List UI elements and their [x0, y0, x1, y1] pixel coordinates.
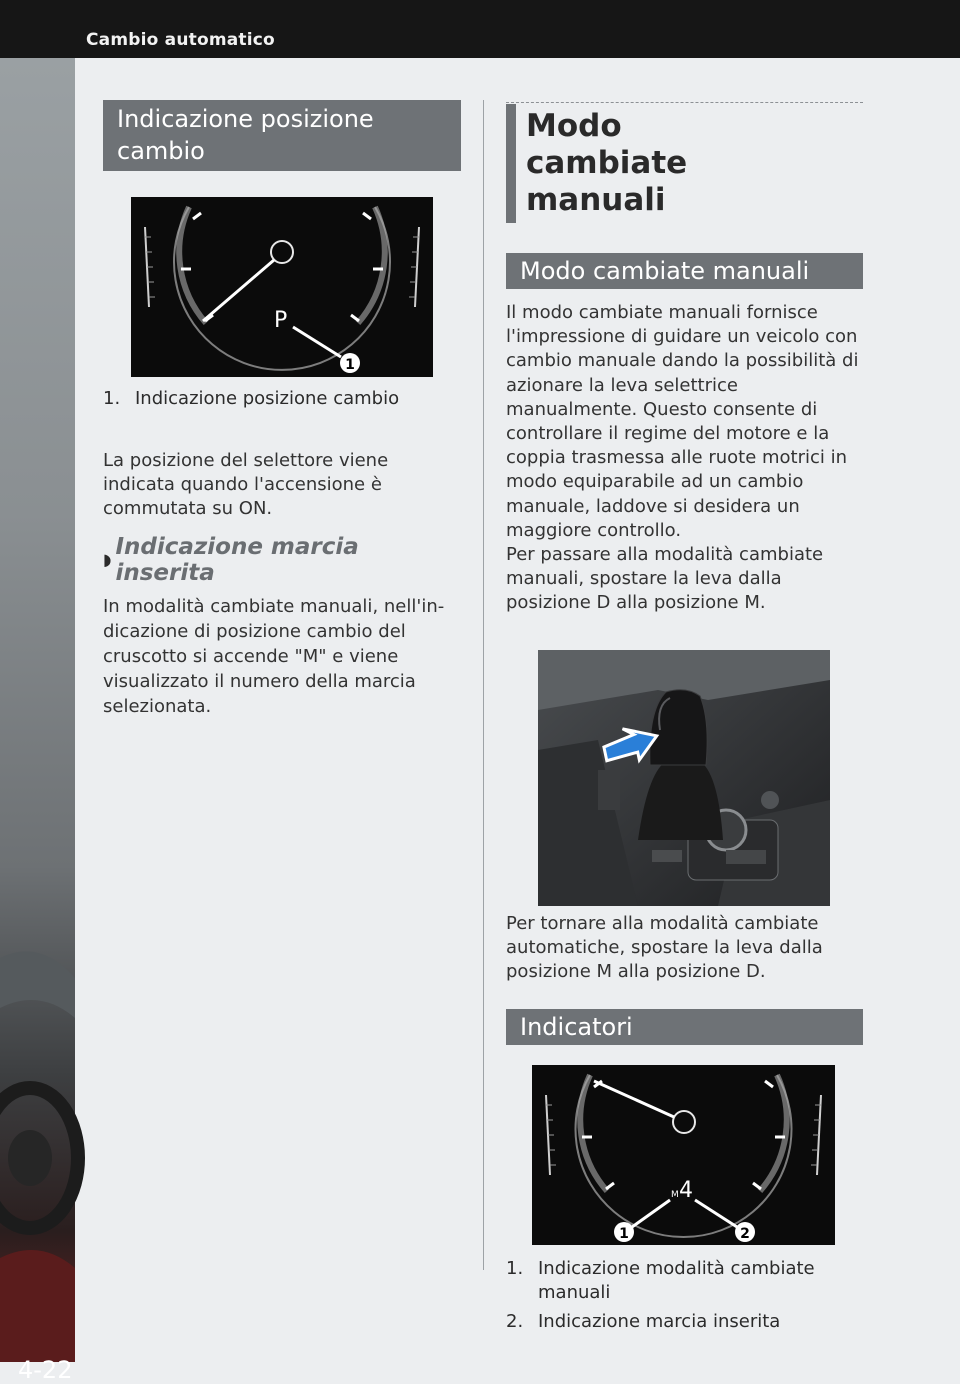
- gauge-letter-p: P: [274, 308, 288, 333]
- main-title: Modo cambiate manuali: [506, 104, 766, 223]
- gauge-callout-1: 1: [619, 1226, 629, 1243]
- side-decor-strip: [0, 58, 75, 1384]
- gauge-illustration-p: [131, 197, 433, 377]
- page-number: 4-22: [18, 1356, 73, 1384]
- section-heading-indicators: Indicatori: [506, 1009, 863, 1045]
- subheading-gear-indication: ◗ Indicazione marcia inserita: [103, 533, 359, 586]
- paragraph-gear-indication: In modalità cambiate manuali, nell'indicazione di posizione cambio del cruscotto si accende "M" e viene visualizzato il numero della marcia selezionata.: [103, 595, 445, 717]
- header-bar: [0, 0, 960, 58]
- paragraph-return-auto: Per tornare alla modalità cambiate automatiche, spostare la leva dalla posizione M alla posizione D.: [506, 912, 823, 983]
- header-title: Cambio automatico: [86, 30, 275, 50]
- paragraph-manual-mode: Il modo cambiate manuali fornisce l'impressione di guidare un veicolo con cambio manuale dando la possibilità di azionare la leva selettrice manualmente. Questo consente di controllare il regime del motore e la coppia trasmessa alle ruote motrici in modo equiparabile ad un cambio manuale, laddove si desidera un maggiore controllo.: [506, 302, 859, 541]
- caption-text: Indicazione marcia inserita: [538, 1311, 781, 1333]
- caption-item: 1. Indicazione posizione cambio: [103, 388, 400, 409]
- triangle-bullet-icon: ◗: [103, 550, 112, 570]
- paragraph-enter-manual: Per passare alla modalità cambiate manuali, spostare la leva dalla posizione D alla posizione M.: [506, 544, 824, 614]
- caption-text: Indicazione posizione cambio: [135, 388, 400, 409]
- section-heading-manual-mode: Modo cambiate manuali: [506, 253, 863, 289]
- caption-item: 2. Indicazione marcia inserita: [506, 1311, 781, 1333]
- right-column: [506, 100, 863, 1334]
- left-column: [103, 100, 461, 719]
- caption-text: Indicazione modalità cambiate manuali: [538, 1258, 815, 1304]
- shift-lever-photo: [538, 650, 830, 906]
- gauge-callout-1: 1: [345, 357, 355, 373]
- car-interior-thumbnail: [0, 58, 75, 1362]
- column-divider: [483, 100, 484, 1270]
- paragraph-shift-position: La posizione del selettore viene indicata quando l'accensione è commutata su ON.: [103, 450, 389, 520]
- section-heading-shift-position: Indicazione posizione cambio: [103, 100, 461, 171]
- caption-item: 1. Indicazione modalità cambiate manuali: [506, 1257, 863, 1305]
- gauge-illustration-m4: [532, 1065, 835, 1245]
- gauge-mode-m: M: [671, 1190, 679, 1201]
- gauge-callout-2: 2: [740, 1226, 750, 1243]
- gauge-gear-4: 4: [679, 1178, 693, 1204]
